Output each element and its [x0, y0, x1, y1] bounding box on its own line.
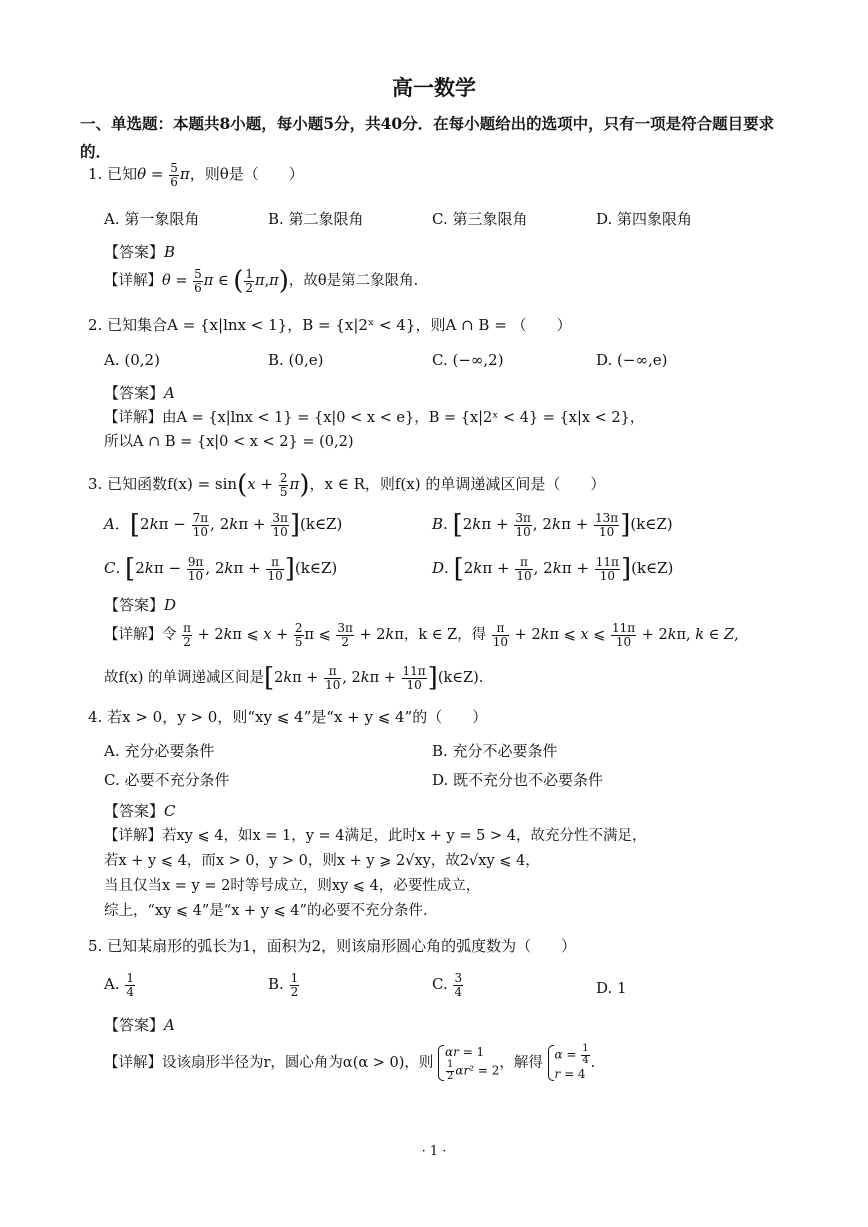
fraction: $\frac{5}{6}$ [170, 161, 178, 189]
detail-text: 若xy ⩽ 4，如x = 1，y = 4满足，此时x + y = 5 > 4，故充分性不满足， [162, 828, 647, 844]
question-number: 1. [88, 165, 103, 184]
question-number: 3. [88, 475, 103, 494]
detail-text: ，解得 [499, 1055, 543, 1071]
answer-label: 【答案】 [104, 384, 165, 402]
q4-detail-line-4: 综上，“xy ⩽ 4”是“x + y ⩽ 4”的必要不充分条件. [104, 903, 428, 919]
q2-detail-line-1 [104, 410, 644, 427]
answer-value: A [164, 384, 175, 402]
question-stem: 已知集合A = {x|lnx < 1}，B = {x|2ˣ < 4}，则A ∩ B = （ ） [107, 316, 572, 334]
q2-detail-line-2: 所以A ∩ B = {x|0 < x < 2} = (0,2) [104, 434, 354, 450]
solution-system: α = $\frac{1}{4}$ r = 4 [548, 1044, 591, 1082]
q2-answer [104, 385, 175, 402]
section-heading: 一、单选题：本题共8小题，每小题5分，共40分．在每小题给出的选项中，只有一项是符合题目要求的． [80, 114, 775, 161]
question-stem-end: ，则θ是（ ） [189, 165, 304, 184]
detail-text: 由A = {x|lnx < 1} = {x|0 < x < e}，B = {x|2ˣ < 4} = {x|x < 2}， [162, 410, 645, 426]
q4-detail-line-1 [104, 828, 646, 845]
answer-value: B [164, 243, 176, 261]
answer-label: 【答案】 [104, 1016, 165, 1034]
question-stem: 若x > 0，y > 0，则“xy ⩽ 4”是“x + y ⩽ 4”的（ ） [107, 708, 488, 726]
q3-option-b: B. [2kπ + $\frac{3\pi}{10}$ , 2kπ + $\frac{13\pi}{10}$ ](k∈Z) [432, 510, 673, 541]
answer-label: 【答案】 [104, 802, 165, 820]
equation-system: αr = 1 $\frac{1}{2}$ αr² = 2 [438, 1044, 499, 1082]
question-4 [88, 709, 487, 726]
question-2 [88, 317, 572, 334]
q4-option-d: D. 既不充分也不必要条件 [432, 771, 604, 789]
q1-answer [104, 244, 175, 261]
detail-end: . [590, 1055, 596, 1071]
answer-value: A [164, 1016, 175, 1034]
answer-label: 【答案】 [104, 243, 165, 261]
detail-label: 【详解】 [104, 273, 162, 290]
q3-option-c: C. [2kπ − $\frac{9\pi}{10}$ , 2kπ + $\frac{\pi}{10}$ ](k∈Z) [104, 554, 338, 585]
detail-text: 设该扇形半径为r，圆心角为α(α > 0)，则 [162, 1055, 434, 1071]
answer-value: C [164, 802, 176, 820]
question-number: 5. [88, 937, 103, 955]
page-number: · 1 · [421, 1144, 447, 1159]
q1-option-b: B. 第二象限角 [268, 210, 364, 228]
k-in-z: (k∈Z) [294, 559, 338, 578]
page-title: 高一数学 [392, 75, 476, 100]
q5-option-d: D. 1 [596, 979, 627, 997]
q3-option-a: A．[2kπ − $\frac{7\pi}{10}$ , 2kπ + $\frac{3\pi}{10}$ ](k∈Z) [104, 510, 343, 541]
answer-label: 【答案】 [104, 596, 165, 614]
question-number: 2. [88, 316, 103, 334]
k-in-z: (k∈Z) [300, 515, 343, 534]
question-3: 3. 已知函数f(x) = sin(x + $\frac{2}{5}$ π)，x ∈ R，则f(x) 的单调递减区间是（ ） [88, 470, 606, 501]
answer-value: D [164, 596, 177, 614]
q2-option-c: C. (−∞,2) [432, 351, 504, 369]
q1-option-c: C. 第三象限角 [432, 210, 528, 228]
detail-label: 【详解】 [104, 1055, 162, 1071]
q2-option-a: A. (0,2) [104, 351, 160, 369]
q2-option-d: D. (−∞,e) [596, 351, 668, 369]
q4-option-b: B. 充分不必要条件 [432, 742, 558, 760]
detail-text: 故f(x) 的单调递减区间是 [104, 670, 264, 687]
q3-detail-line-1: 【详解】令 $\frac{\pi}{2}$ + 2kπ ⩽ x + $\frac{2}{5}$ π ⩽ $\frac{3\pi}{2}$ + 2kπ，k ∈ Z，得 $\frac{\pi}{10}$ + 2kπ ⩽ x ⩽ $\frac{11\pi}{10}$ + 2kπ, k ∈ Z, [104, 621, 739, 649]
detail-label: 【详解】 [104, 410, 162, 426]
q5-option-c: C. $\frac{3}{4}$ [432, 971, 463, 999]
k-in-z: (k∈Z) [630, 515, 673, 534]
detail-label: 【详解】 [104, 828, 162, 844]
q4-detail-line-2: 若x + y ⩽ 4，而x > 0，y > 0，则x + y ⩾ 2√xy，故2√xy ⩽ 4， [104, 853, 540, 869]
detail-text: ，k ∈ Z，得 [403, 627, 487, 644]
question-stem-end: ，x ∈ R，则f(x) 的单调递减区间是（ ） [309, 475, 606, 494]
q3-answer [104, 597, 176, 614]
q4-detail-line-3: 当且仅当x = y = 2时等号成立，则xy ⩽ 4，必要性成立， [104, 878, 481, 894]
detail-end: ，故θ是第二象限角. [288, 273, 419, 290]
q4-option-c: C. 必要不充分条件 [104, 771, 230, 789]
q1-detail: 【详解】θ = $\frac{5}{6}$ π ∈ ( $\frac{1}{2}$ π,π)，故θ是第二象限角. [104, 266, 419, 297]
q3-detail-line-2: 故f(x) 的单调递减区间是[2kπ + $\frac{\pi}{10}$ , 2kπ + $\frac{11\pi}{10}$ ](k∈Z). [104, 663, 484, 694]
question-stem-start: 已知 [107, 165, 138, 184]
k-in-z: (k∈Z) [631, 559, 674, 578]
q4-option-a: A. 充分必要条件 [104, 742, 215, 760]
question-1: 1. 已知θ = $\frac{5}{6}$ π，则θ是（ ） [88, 161, 304, 189]
question-stem-start: 已知函数f(x) = sin [107, 475, 238, 494]
question-number: 4. [88, 708, 103, 726]
detail-label: 【详解】 [104, 627, 162, 644]
q3-option-d: D. [2kπ + $\frac{\pi}{10}$ , 2kπ + $\frac{11\pi}{10}$ ](k∈Z) [432, 554, 674, 585]
q4-answer [104, 803, 176, 820]
question-stem: 已知某扇形的弧长为1，面积为2，则该扇形圆心角的弧度数为（ ） [107, 937, 577, 955]
question-5 [88, 938, 576, 955]
q5-option-b: B. $\frac{1}{2}$ [268, 971, 299, 999]
q2-option-b: B. (0,e) [268, 351, 324, 369]
detail-text: 令 [162, 627, 177, 644]
q5-option-a: A. $\frac{1}{4}$ [104, 971, 135, 999]
k-in-z: (k∈Z). [437, 670, 484, 687]
q1-option-a: A. 第一象限角 [104, 210, 200, 228]
q5-detail [104, 1044, 595, 1082]
q1-option-d: D. 第四象限角 [596, 210, 693, 228]
q5-answer [104, 1017, 175, 1034]
